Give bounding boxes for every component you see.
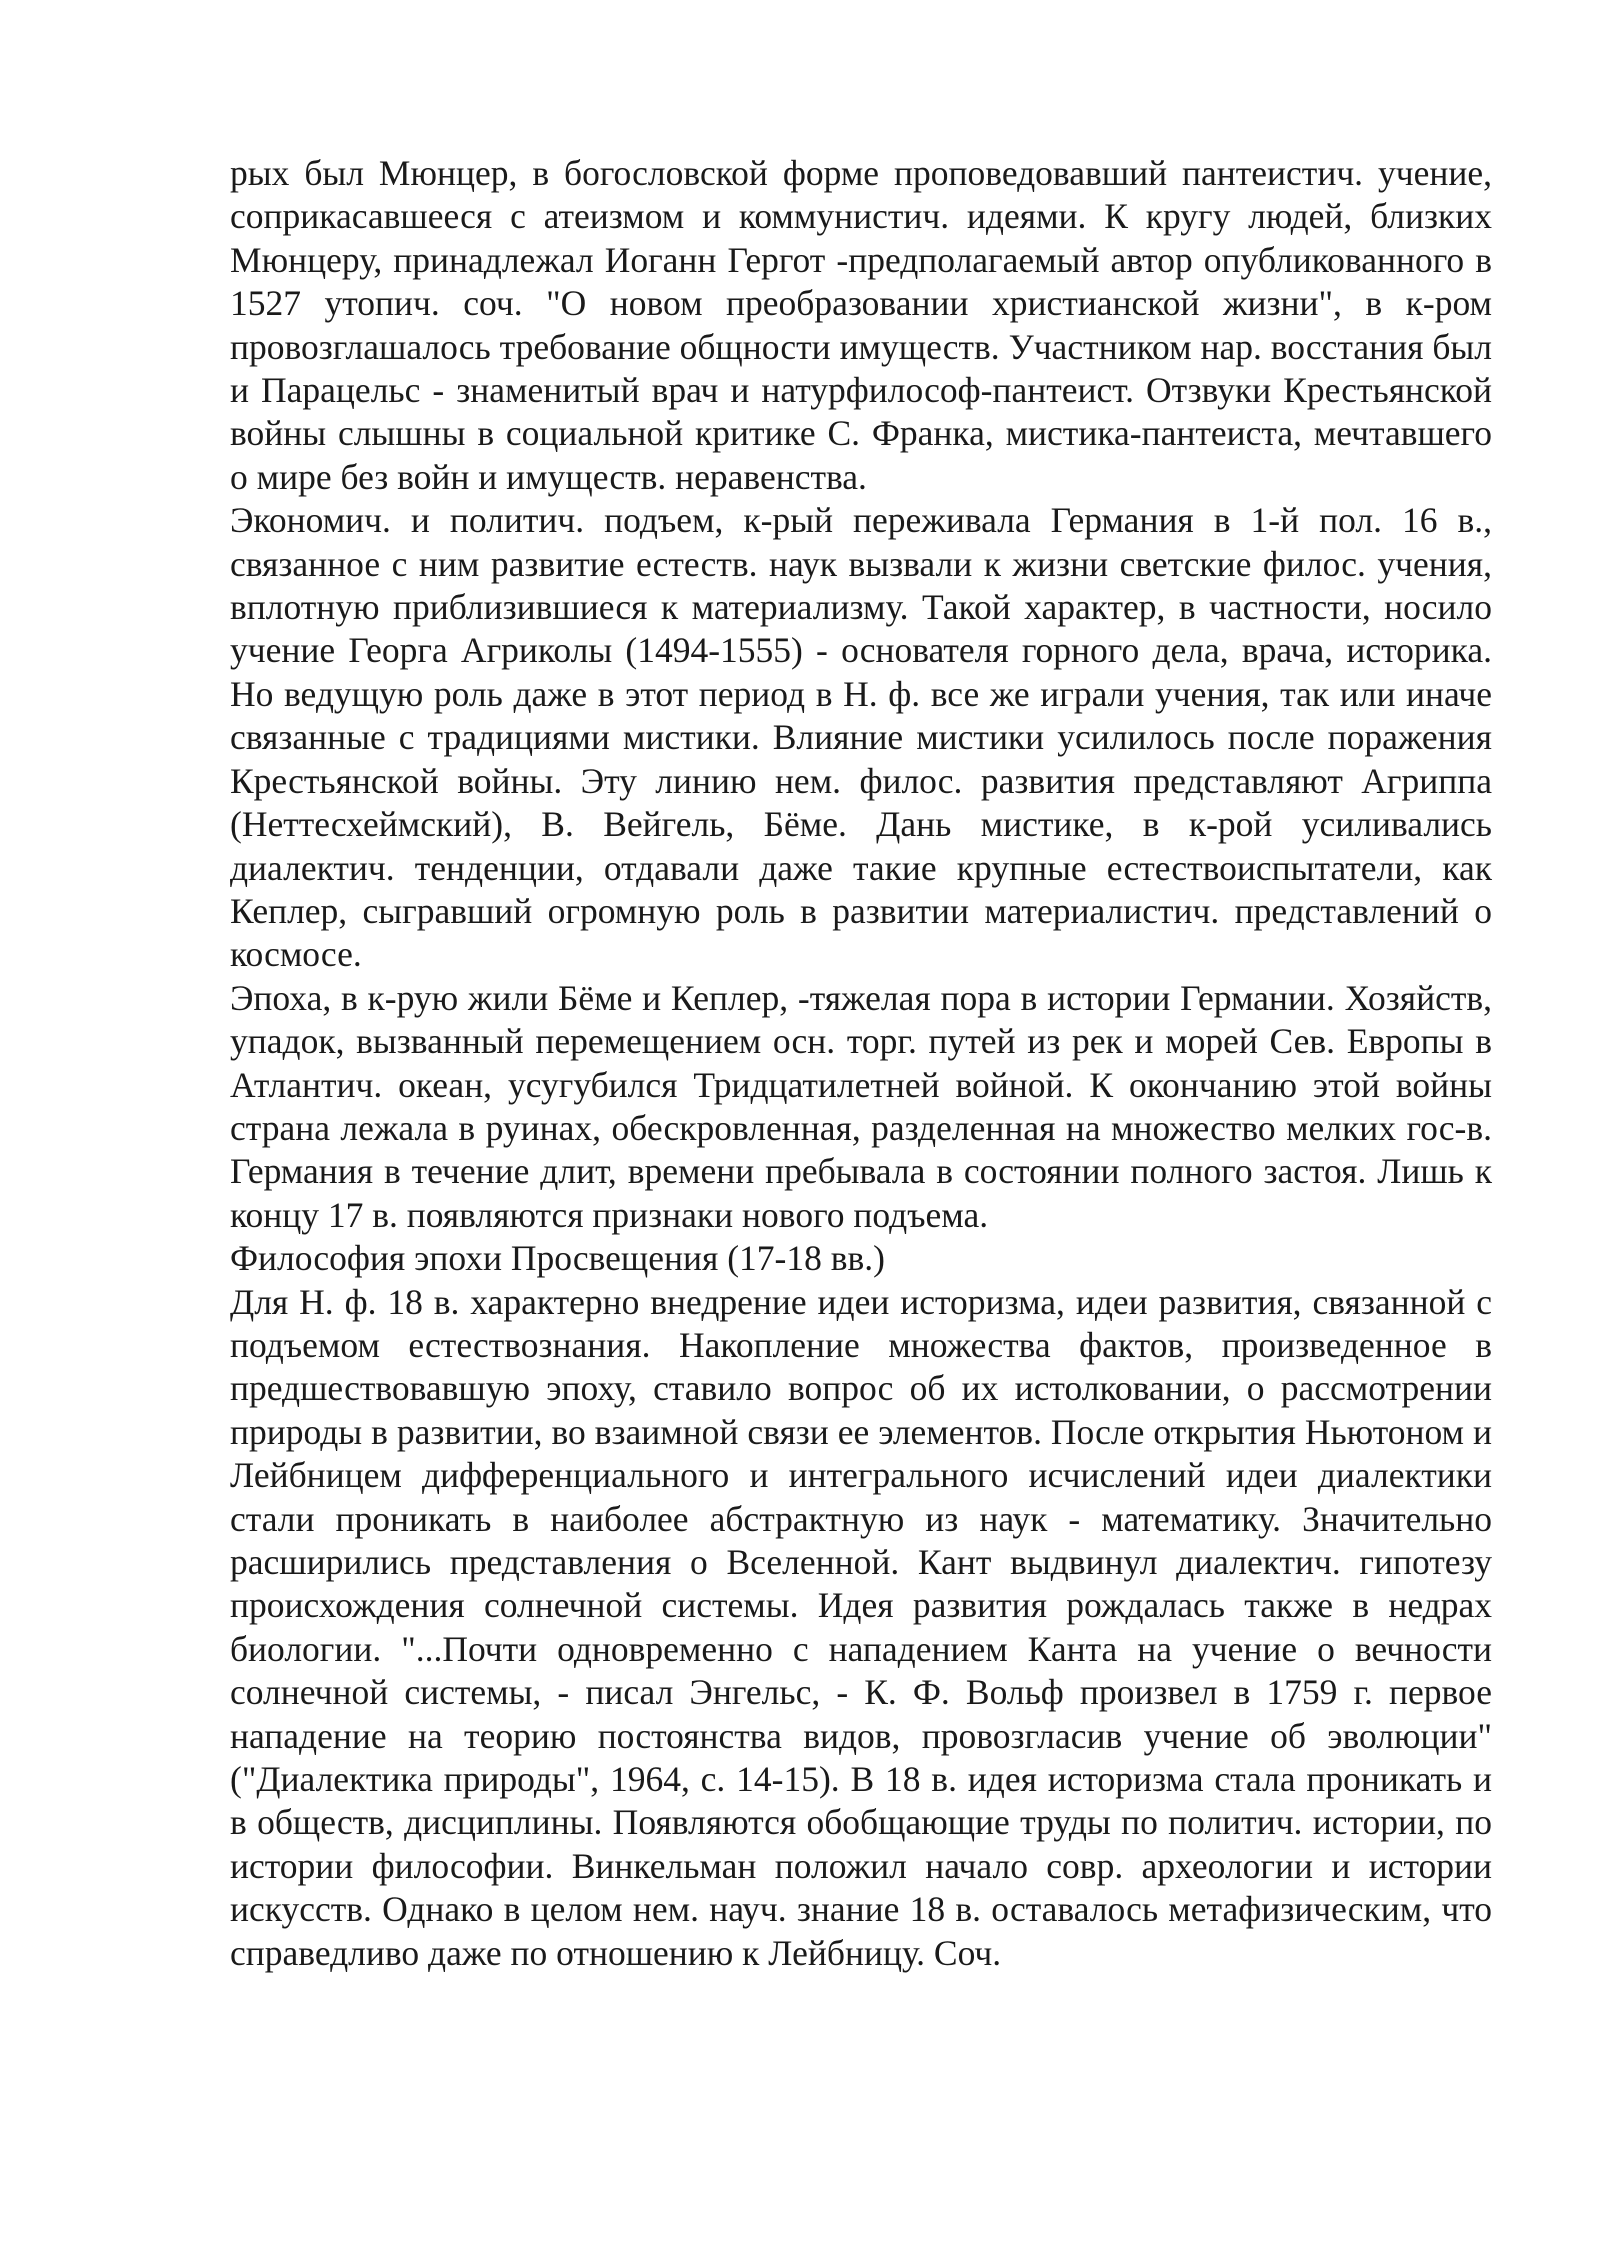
section-heading: Философия эпохи Просвещения (17-18 вв.) <box>230 1238 885 1279</box>
paragraph-enlightenment: Для Н. ф. 18 в. характерно внедрение идеи историзма, идеи развития, связанной с подъемом естествознания. Накопление множества фактов, произведенное в предшествовавшую эпоху, ставило вопрос об их истолковании, о рассмотрении природы в развитии, во взаимной связи ее элементов. После открытия Ньютоном и Лейбницем дифференциального и интегрального исчислений идеи диалектики стали проникать в наиболее абстрактную из наук - математику. Значительно расширились представления о Вселенной. Кант выдвинул диалектич. гипотезу происхождения солнечной системы. Идея развития рождалась также в недрах биологии. "...Почти одновременно с нападением Канта на учение о вечности солнечной системы, - писал Энгельс, - К. Ф. Вольф произвел в 1759 г. первое нападение на теорию постоянства видов, провозгласив учение об эволюции" ("Диалектика природы", 1964, с. 14-15). В 18 в. идея историзма стала проникать и в обществ, дисциплины. Появляются обобщающие труды по политич. истории, по истории философии. Винкельман положил начало совр. археологии и истории искусств. Однако в целом нем. науч. знание 18 в. оставалось метафизическим, что справедливо даже по отношению к Лейбницу. Соч. <box>230 1281 1492 1973</box>
document-page <box>230 152 1492 1975</box>
paragraph-mystics-pantheism: рых был Мюнцер, в богословской форме проповедовавший пантеистич. учение, соприкасавшееся с атеизмом и коммунистич. идеями. К кругу людей, близких Мюнцеру, принадлежал Иоганн Гергот -предполагаемый автор опубликованного в 1527 утопич. соч. "О новом преобразовании христианской жизни", в к-ром провозглашалось требование общности имуществ. Участником нар. восстания был и Парацельс - знаменитый врач и натурфилософ-пантеист. Отзвуки Крестьянской войны слышны в социальной критике С. Франка, мистика-пантеиста, мечтавшего о мире без войн и имуществ. неравенства. <box>230 153 1492 497</box>
paragraph-boehme-kepler-era: Эпоха, в к-рую жили Бёме и Кеплер, -тяжелая пора в истории Германии. Хозяйств, упадок, вызванный перемещением осн. торг. путей из рек и морей Сев. Европы в Атлантич. океан, усугубился Тридцатилетней войной. К окончанию этой войны страна лежала в руинах, обескровленная, разделенная на множество мелких гос-в. Германия в течение длит, времени пребывала в состоянии полного застоя. Лишь к концу 17 в. появляются признаки нового подъема. <box>230 977 1492 1235</box>
paragraph-economic-rise: Экономич. и политич. подъем, к-рый переживала Германия в 1-й пол. 16 в., связанное с ним развитие естеств. наук вызвали к жизни светские филос. учения, вплотную приблизившиеся к материализму. Такой характер, в частности, носило учение Георга Агриколы (1494-1555) - основателя горного дела, врача, историка. Но ведущую роль даже в этот период в Н. ф. все же играли учения, так или иначе связанные с традициями мистики. Влияние мистики усилилось после поражения Крестьянской войны. Эту линию нем. филос. развития представляют Агриппа (Неттесхеймский), В. Вейгель, Бёме. Дань мистике, в к-рой усиливались диалектич. тенденции, отдавали даже такие крупные естествоиспытатели, как Кеплер, сыгравший огромную роль в развитии материалистич. представлений о космосе. <box>230 500 1492 975</box>
